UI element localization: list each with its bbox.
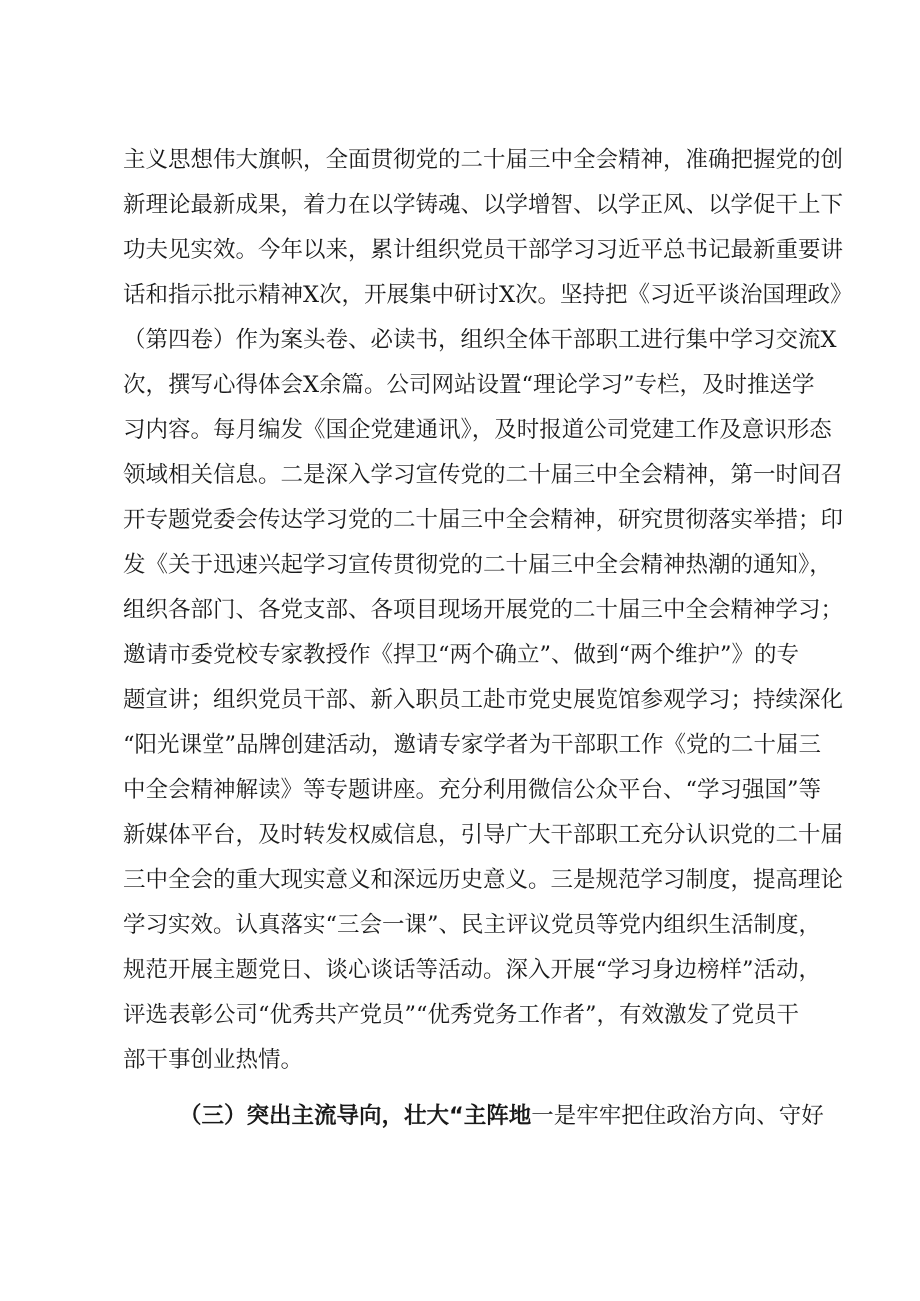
paragraph-line-19: 规范开展主题党日、谈心谈话等活动。深入开展“学习身边榜样”活动， (123, 957, 822, 983)
section-heading-continuation: 一是牢牢把住政治方向、守好 (531, 1103, 824, 1129)
paragraph-line-9: 开专题党委会传达学习党的二十届三中全会精神，研究贯彻落实举措；印 (123, 507, 844, 533)
paragraph-line-17: 三中全会的重大现实意义和深远历史意义。三是规范学习制度，提高理论 (123, 867, 844, 893)
paragraph-line-1: 主义思想伟大旗帜，全面贯彻党的二十届三中全会精神，准确把握党的创 (123, 147, 844, 173)
paragraph-line-7: 习内容。每月编发《国企党建通讯》，及时报道公司党建工作及意识形态 (123, 417, 832, 443)
paragraph-line-18: 学习实效。认真落实“三会一课”、民主评议党员等党内组织生活制度， (123, 912, 822, 938)
paragraph-line-11: 组织各部门、各党支部、各项目现场开展党的二十届三中全会精神学习； (123, 597, 844, 623)
paragraph-line-8: 领域相关信息。二是深入学习宣传党的二十届三中全会精神，第一时间召 (123, 462, 844, 488)
paragraph-line-14: “阳光课堂”品牌创建活动，邀请专家学者为干部职工作《党的二十届三 (123, 732, 822, 758)
section-heading-title: （三）突出主流导向，壮大“主阵地 (179, 1103, 532, 1129)
paragraph-line-6: 次，撰写心得体会X余篇。公司网站设置“理论学习”专栏，及时推送学 (123, 372, 815, 398)
paragraph-line-13: 题宣讲；组织党员干部、新入职员工赴市党史展览馆参观学习；持续深化 (123, 687, 844, 713)
paragraph-line-4: 话和指示批示精神X次，开展集中研讨X次。坚持把《习近平谈治国理政》 (123, 282, 853, 308)
paragraph-line-10: 发《关于迅速兴起学习宣传贯彻党的二十届三中全会精神热潮的通知》， (123, 552, 832, 578)
paragraph-line-3: 功夫见实效。今年以来，累计组织党员干部学习习近平总书记最新重要讲 (123, 237, 844, 263)
paragraph-line-12: 邀请市委党校专家教授作《捍卫“两个确立”、做到“两个维护”》的专 (123, 642, 800, 668)
paragraph-line-20: 评选表彰公司“优秀共产党员”“优秀党务工作者”，有效激发了党员干 (123, 1002, 800, 1028)
paragraph-line-5: （第四卷）作为案头卷、必读书，组织全体干部职工进行集中学习交流X (123, 327, 837, 353)
section-heading-line (123, 1096, 824, 1136)
paragraph-line-2: 新理论最新成果，着力在以学铸魂、以学增智、以学正风、以学促干上下 (123, 192, 844, 218)
paragraph-line-16: 新媒体平台，及时转发权威信息，引导广大干部职工充分认识党的二十届 (123, 822, 844, 848)
paragraph-line-21: 部干事创业热情。 (123, 1047, 304, 1073)
paragraph-line-15: 中全会精神解读》等专题讲座。充分利用微信公众平台、“学习强国”等 (123, 777, 822, 803)
